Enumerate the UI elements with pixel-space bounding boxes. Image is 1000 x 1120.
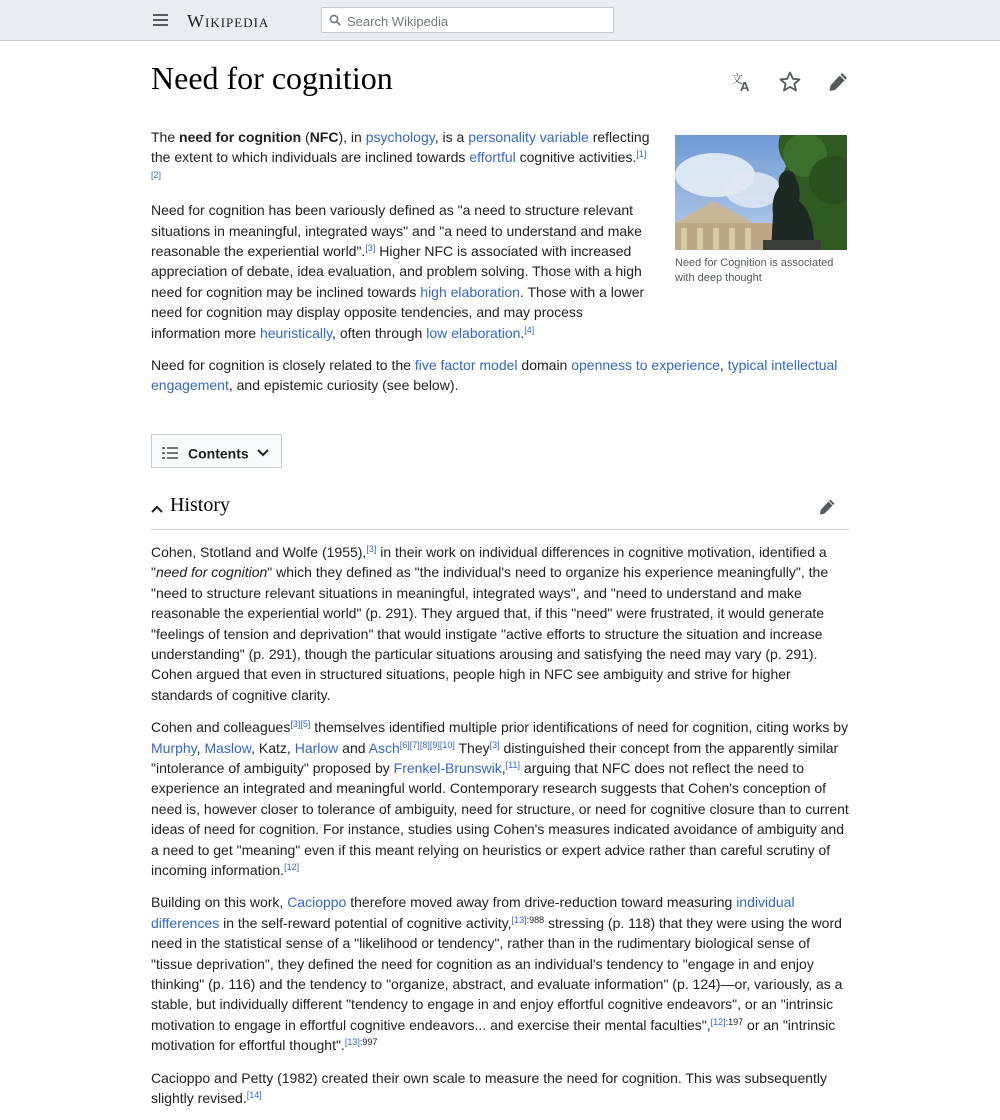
intro-paragraph-3 [151, 355, 849, 396]
citation[interactable]: [9] [429, 739, 440, 750]
link-harlow[interactable]: Harlow [294, 739, 339, 756]
text: ), in [338, 129, 366, 145]
article-content [151, 127, 849, 1120]
text: Cohen, Stotland and Wolfe (1955), [151, 543, 367, 560]
italic-term: need for cognition [155, 564, 268, 581]
text: reflecting the extent to which individuals are inclined towards [151, 129, 650, 166]
edit-pencil-icon[interactable] [826, 70, 850, 94]
text: in the self-reward potential of cognitive activity, [219, 914, 512, 931]
link-heuristically[interactable]: heuristically [259, 324, 333, 341]
history-heading: History [170, 493, 230, 516]
page-title: Need for cognition [151, 60, 393, 96]
link-cacioppo[interactable]: Cacioppo [287, 894, 347, 911]
text: Need for cognition has been variously defined as "a need to structure relevant situations in meaningful, integrated ways" and "a need to understand and make reasonable the experiential world". [151, 202, 642, 260]
page-number: :197 [725, 1016, 744, 1027]
hamburger-menu-icon[interactable] [153, 14, 168, 26]
contents-toggle[interactable] [151, 434, 282, 468]
citation[interactable]: [3] [366, 543, 377, 554]
history-paragraph-1 [151, 542, 849, 705]
list-icon [162, 446, 178, 460]
citation[interactable]: [6] [399, 739, 410, 750]
text: in their work on individual differences in cognitive motivation, identified a " [151, 543, 827, 581]
link-individual-differences[interactable]: individual differences [151, 894, 795, 931]
intro-paragraph-2 [151, 200, 656, 343]
history-paragraph-4 [151, 1068, 849, 1109]
link-psychology[interactable]: psychology [365, 129, 435, 145]
text: Cacioppo and Petty (1982) created their own scale to measure the need for cognition. This was subsequently slightly revised. [151, 1069, 828, 1107]
text: , often through [332, 324, 427, 341]
svg-text:A: A [740, 79, 750, 94]
citation[interactable]: [12] [284, 861, 300, 872]
text: or an "intrinsic motivation for effortful thought". [151, 1016, 836, 1054]
top-bar [0, 0, 1000, 41]
text: , and epistemic curiosity (see below). [228, 377, 459, 394]
citation[interactable]: [7] [409, 739, 420, 750]
star-watch-icon[interactable] [778, 70, 802, 94]
wikipedia-logo[interactable]: Wikipedia [187, 11, 270, 31]
citation[interactable]: [3] [365, 243, 376, 254]
citation[interactable]: [13] [344, 1037, 360, 1048]
link-low-elaboration[interactable]: low elaboration [426, 324, 521, 341]
bold-term: need for cognition [179, 129, 302, 145]
text: ( [301, 129, 310, 145]
svg-text:文: 文 [731, 72, 744, 86]
history-section-header [151, 493, 849, 530]
text: . Those with a lower need for cognition may display opposite tendencies, and may process information more [151, 283, 645, 341]
bold-term: NFC [309, 129, 339, 145]
link-openness-to-experience[interactable]: openness to experience [571, 357, 720, 374]
search-icon [329, 14, 341, 26]
citation[interactable]: [11] [505, 759, 521, 770]
text: and [338, 739, 369, 756]
text: , Katz, [251, 739, 295, 756]
text: stressing (p. 118) that they were using the word need in the statistical sense of a "likelihood or tendency", rather than in the rudimentary biological sense of "tissue deprivation", they defined the need for cognition as an individual's tendency to "engage in and enjoy thinking" (p. 116) and the tendency to "organize, abstract, and evaluate information" (p. 124)—or, variously, as a stable, but individually different "tendency to engage in and enjoy effortful cognitive endeavors", or an "intrinsic motivation to engage in effortful cognitive endeavors... and exercise their mental faculties", [151, 914, 843, 1033]
link-murphy[interactable]: Murphy [151, 739, 197, 756]
page-number: :988 [526, 914, 545, 925]
citation[interactable]: [3] [290, 719, 301, 730]
page-number: :997 [359, 1037, 378, 1048]
chevron-up-icon[interactable] [151, 505, 163, 513]
link-asch[interactable]: Asch [368, 739, 400, 756]
link-effortful[interactable]: effortful [469, 149, 516, 166]
text: cognitive activities. [515, 149, 637, 166]
text: . [520, 324, 525, 341]
link-frenkel-brunswik[interactable]: Frenkel-Brunswik [393, 759, 502, 776]
citation[interactable]: [14] [246, 1090, 262, 1101]
text: " which they defined as "the individual's need to organize his experience meaningfully", the "need to structure relevant situations in meaningful, integrated ways", and "need to understand and make reasonable the experiential world" (p. 291). They argued that, if this "need" were frustrated, it would generate "feelings of tension and deprivation" that would instigate "active efforts to structure the situation and increase understanding" (p. 291), though the particular situations arousing and satisfying the need may vary (p. 291). Cohen argued that even in structured situations, people high in NFC see ambiguity and strive for higher standards of cognitive clarity. [151, 564, 829, 703]
text: themselves identified multiple prior identifications of need for cognition, citing works by [310, 719, 849, 736]
citation[interactable]: [2] [151, 169, 162, 180]
citation[interactable]: [1] [636, 149, 647, 160]
text: The [151, 129, 180, 145]
text: , [719, 357, 728, 374]
chevron-down-icon [257, 449, 269, 457]
text: therefore moved away from drive-reduction toward measuring [346, 894, 737, 911]
intro-section [151, 127, 849, 343]
language-icon[interactable] [730, 70, 754, 94]
section-edit-pencil-icon[interactable] [817, 497, 837, 517]
link-maslow[interactable]: Maslow [204, 739, 252, 756]
history-paragraph-3 [151, 892, 849, 1055]
intro-paragraph-1 [151, 127, 656, 188]
text: arguing that NFC does not reflect the need to experience an integrated and meaningful world. Contemporary research suggests that Cohen's conception of need is, however closer to tolerance of ambiguity, need for structure, or need for cognitive closure than to current ideas of need for cognition. For instance, studies using Cohen's measures indicated avoidance of ambiguity and a need to get "meaning" even if this meant relying on heuristics or expert advice rather than careful scrutiny of incoming information. [151, 759, 849, 878]
text: domain [517, 357, 572, 374]
text: Need for cognition is closely related to the [151, 357, 415, 374]
citation[interactable]: [12] [710, 1016, 726, 1027]
search-input[interactable] [347, 12, 607, 30]
text: , is a [434, 129, 469, 145]
citation[interactable]: [4] [524, 324, 535, 335]
infobox-caption: Need for Cognition is associated with deep thought [675, 257, 834, 284]
text: Cohen and colleagues [151, 719, 291, 736]
link-personality-variable[interactable]: personality variable [468, 129, 589, 145]
text: Building on this work, [151, 894, 288, 911]
citation[interactable]: [5] [300, 719, 311, 730]
text: , [196, 739, 205, 756]
citation[interactable]: [3] [489, 739, 500, 750]
search-box[interactable] [321, 7, 614, 33]
citation[interactable]: [10] [439, 739, 455, 750]
link-five-factor-model[interactable]: five factor model [414, 357, 518, 374]
text: , [501, 759, 506, 776]
link-high-elaboration[interactable]: high elaboration [420, 283, 520, 300]
citation[interactable]: [8] [419, 739, 430, 750]
text: Higher NFC is associated with increased appreciation of debate, idea evaluation, and problem solving. Those with a high need for cognition may be inclined towards [151, 243, 642, 300]
history-paragraph-2 [151, 717, 849, 880]
citation[interactable]: [13] [511, 914, 527, 925]
contents-label: Contents [188, 445, 249, 462]
link-typical-intellectual-engagement[interactable]: typical intellectual engagement [151, 357, 838, 394]
text: They [454, 739, 490, 756]
text: distinguished their concept from the apparently similar "intolerance of ambiguity" proposed by [151, 739, 839, 776]
